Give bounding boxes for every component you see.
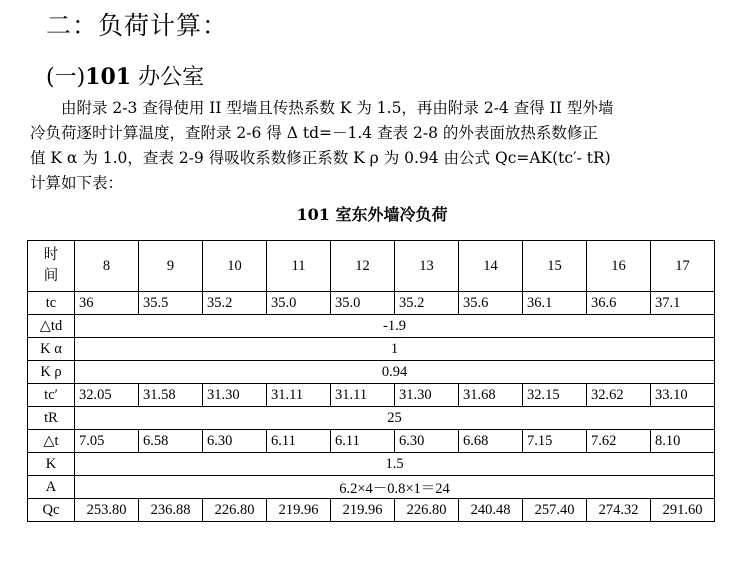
table-cell-merged: 0.94: [75, 361, 715, 384]
row-label: K: [28, 453, 75, 476]
hour-cell: 15: [523, 241, 587, 292]
hour-cell: 10: [203, 241, 267, 292]
table-cell: 6.11: [267, 430, 331, 453]
room-heading: [46, 60, 204, 91]
table-header-row: [28, 241, 715, 292]
table-cell: 35.0: [267, 292, 331, 315]
row-label: Qc: [28, 499, 75, 522]
table-cell: 31.11: [331, 384, 395, 407]
table-cell: 236.88: [139, 499, 203, 522]
table-cell: 36.1: [523, 292, 587, 315]
paragraph-line: 值 K α 为 1.0，查表 2-9 得吸收系数修正系数 K ρ 为 0.94 由公式 Qc=AK(tc′- tR): [30, 149, 611, 167]
table-cell: 31.30: [203, 384, 267, 407]
table-cell: 291.60: [651, 499, 715, 522]
table-cell: 35.2: [203, 292, 267, 315]
table-row-tc: [28, 292, 715, 315]
table-row-kp: [28, 361, 715, 384]
table-cell: 7.62: [587, 430, 651, 453]
row-label: A: [28, 476, 75, 499]
table-row-k: [28, 453, 715, 476]
table-cell: 31.68: [459, 384, 523, 407]
hour-cell: 14: [459, 241, 523, 292]
table-cell: 31.58: [139, 384, 203, 407]
row-label: tc: [28, 292, 75, 315]
table-row-ka: [28, 338, 715, 361]
paragraph-line: 冷负荷逐时计算温度，查附录 2-6 得 Δ td=－1.4 查表 2-8 的外表面放热系数修正: [30, 124, 598, 142]
table-cell: 35.5: [139, 292, 203, 315]
table-cell: 6.68: [459, 430, 523, 453]
hour-cell: 17: [651, 241, 715, 292]
table-cell-merged: 1.5: [75, 453, 715, 476]
table-cell: 8.10: [651, 430, 715, 453]
table-cell: 35.6: [459, 292, 523, 315]
table-cell: 6.11: [331, 430, 395, 453]
table-cell: 31.30: [395, 384, 459, 407]
table-cell: 32.05: [75, 384, 139, 407]
row-label: tR: [28, 407, 75, 430]
table-row-tr: [28, 407, 715, 430]
table-cell: 226.80: [395, 499, 459, 522]
table-cell: 36: [75, 292, 139, 315]
hour-cell: 16: [587, 241, 651, 292]
table-cell: 219.96: [331, 499, 395, 522]
table-cell: 274.32: [587, 499, 651, 522]
table-row-qc: [28, 499, 715, 522]
room-heading-prefix: (一): [46, 65, 86, 90]
row-label: K α: [28, 338, 75, 361]
table-row-dtd: [28, 315, 715, 338]
cooling-load-table: [27, 240, 715, 522]
table-cell: 32.15: [523, 384, 587, 407]
section-heading: 二：负荷计算：: [46, 11, 229, 40]
row-label: △t: [28, 430, 75, 453]
table-caption: 101 室东外墙冷负荷: [296, 205, 448, 224]
table-cell: 253.80: [75, 499, 139, 522]
hour-cell: 9: [139, 241, 203, 292]
row-label: △td: [28, 315, 75, 338]
table-cell: 257.40: [523, 499, 587, 522]
table-cell: 35.0: [331, 292, 395, 315]
table-cell: 219.96: [267, 499, 331, 522]
hour-cell: 8: [75, 241, 139, 292]
table-cell: 240.48: [459, 499, 523, 522]
paragraph-line: 计算如下表：: [30, 174, 124, 192]
table-cell: 31.11: [267, 384, 331, 407]
time-header-cell: [28, 241, 75, 292]
description-paragraph: [30, 96, 714, 196]
room-title: 办公室: [131, 65, 205, 90]
table-cell: 6.30: [203, 430, 267, 453]
table-cell: 226.80: [203, 499, 267, 522]
table-cell: 37.1: [651, 292, 715, 315]
table-cell-merged: 25: [75, 407, 715, 430]
table-cell: 7.15: [523, 430, 587, 453]
table-row-tc-prime: [28, 384, 715, 407]
hour-cell: 12: [331, 241, 395, 292]
table-cell: 32.62: [587, 384, 651, 407]
row-label: tc′: [28, 384, 75, 407]
table-cell: 6.58: [139, 430, 203, 453]
table-cell-merged: 6.2×4－0.8×1＝24: [75, 476, 715, 499]
table-cell: 7.05: [75, 430, 139, 453]
row-label: K ρ: [28, 361, 75, 384]
table-row-dt: [28, 430, 715, 453]
table-row-a: [28, 476, 715, 499]
table-cell: 6.30: [395, 430, 459, 453]
table-cell-merged: 1: [75, 338, 715, 361]
room-number: 101: [85, 64, 132, 90]
hour-cell: 11: [267, 241, 331, 292]
table-cell: 33.10: [651, 384, 715, 407]
hour-cell: 13: [395, 241, 459, 292]
table-cell-merged: -1.9: [75, 315, 715, 338]
paragraph-line: 由附录 2-3 查得使用 II 型墙且传热系数 K 为 1.5，再由附录 2-4 查得 II 型外墙: [61, 99, 614, 117]
table-cell: 36.6: [587, 292, 651, 315]
table-cell: 35.2: [395, 292, 459, 315]
time-label: 时 间: [43, 247, 59, 284]
